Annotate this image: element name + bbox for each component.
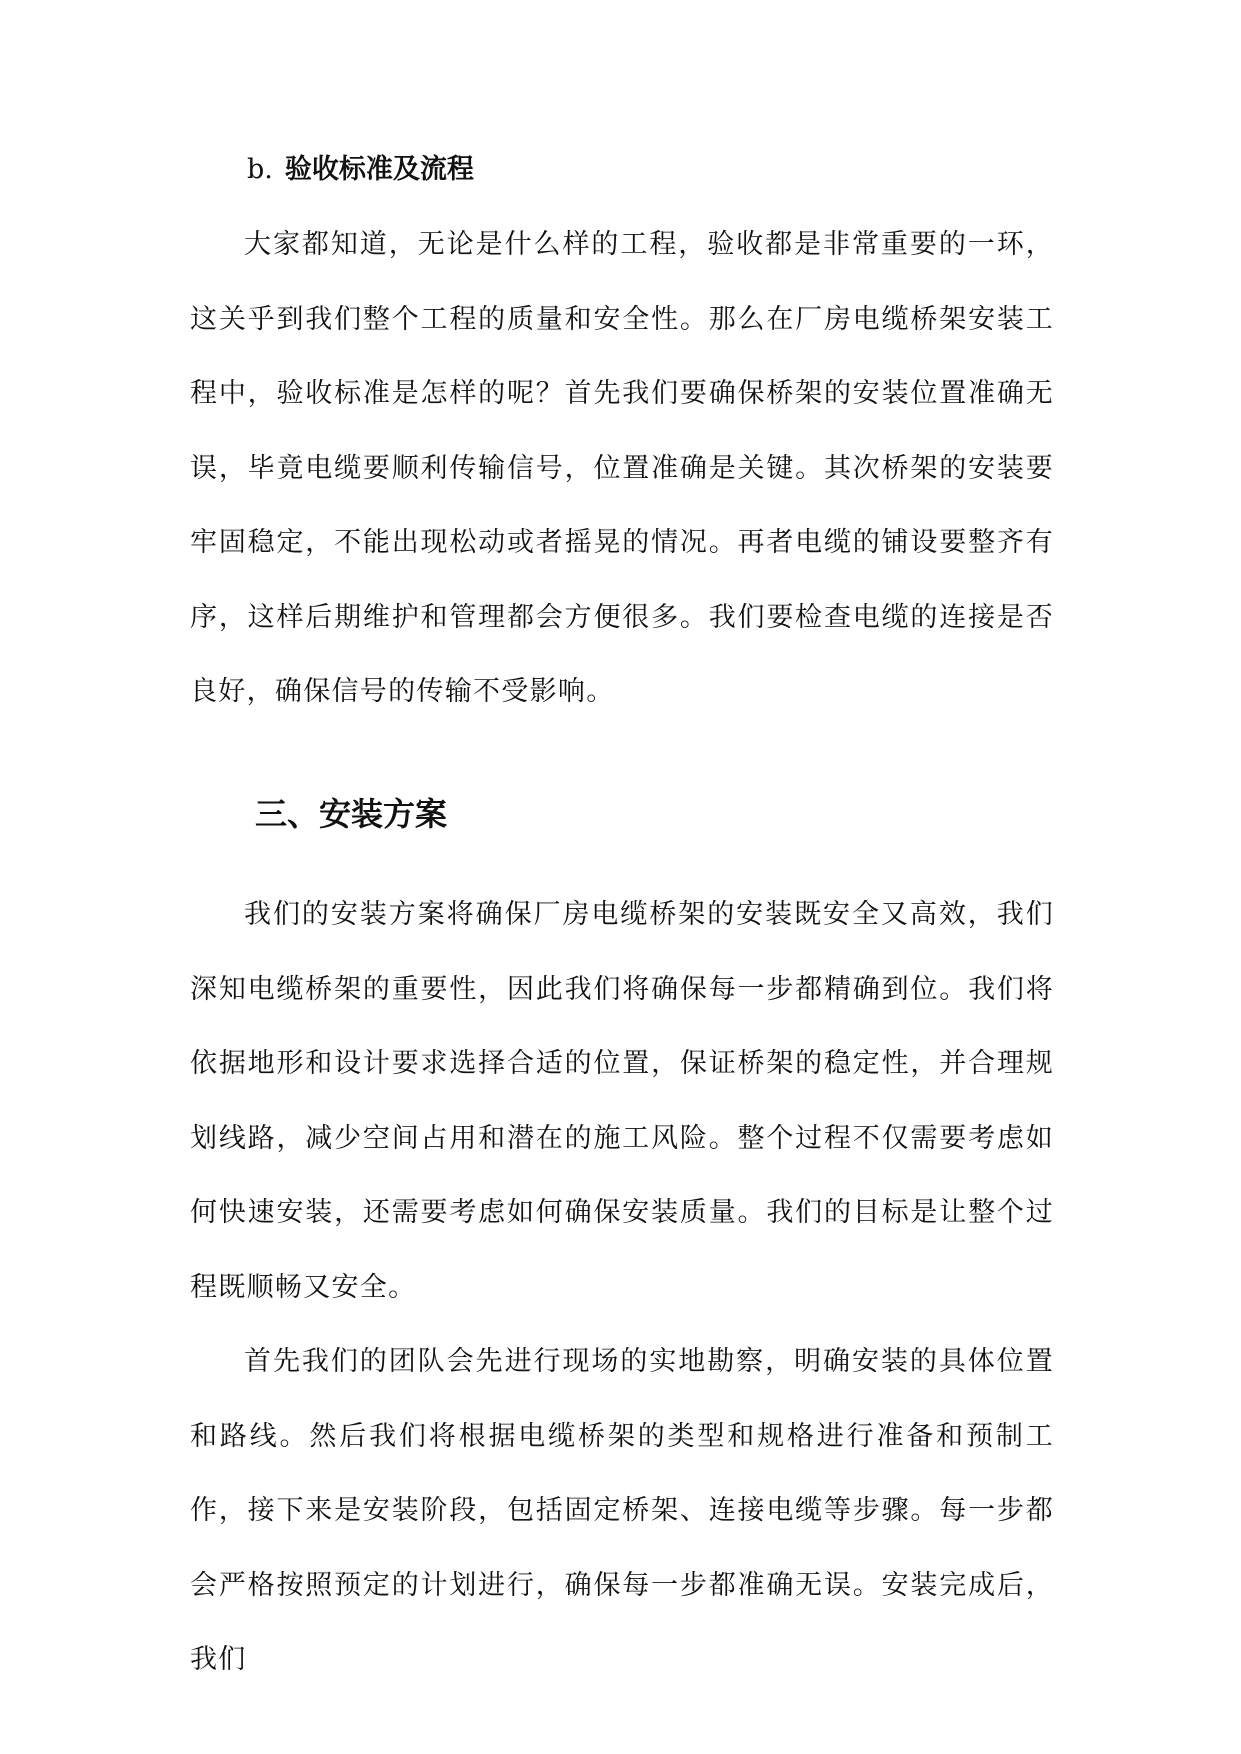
installation-paragraph-1: 我们的安装方案将确保厂房电缆桥架的安装既安全又高效，我们深知电缆桥架的重要性，因此我们将确保每一步都精确到位。我们将依据地形和设计要求选择合适的位置，保证桥架的稳定性，并合理规划线路，减少空间占用和潜在的施工风险。整个过程不仅需要考虑如何快速安装，还需要考虑如何确保安装质量。我们的目标是让整个过程既顺畅又安全。 [190,899,1054,1303]
subheading-marker: b. [247,154,273,185]
installation-paragraph-2: 首先我们的团队会先进行现场的实地勘察，明确安装的具体位置和路线。然后我们将根据电缆桥架的类型和规格进行准备和预制工作，接下来是安装阶段，包括固定桥架、连接电缆等步骤。每一步都会严格按照预定的计划进行，确保每一步都准确无误。安装完成后，我们 [190,1346,1054,1675]
installation-section-heading: 三、安装方案 [255,795,448,833]
acceptance-paragraph: 大家都知道，无论是什么样的工程，验收都是非常重要的一环，这关乎到我们整个工程的质量和安全性。那么在厂房电缆桥架安装工程中，验收标准是怎样的呢？首先我们要确保桥架的安装位置准确无误，毕竟电缆要顺利传输信号，位置准确是关键。其次桥架的安装要牢固稳定，不能出现松动或者摇晃的情况。再者电缆的铺设要整齐有序，这样后期维护和管理都会方便很多。我们要检查电缆的连接是否良好，确保信号的传输不受影响。 [190,229,1054,707]
subheading-title: 验收标准及流程 [284,154,474,185]
acceptance-subheading [247,150,474,190]
